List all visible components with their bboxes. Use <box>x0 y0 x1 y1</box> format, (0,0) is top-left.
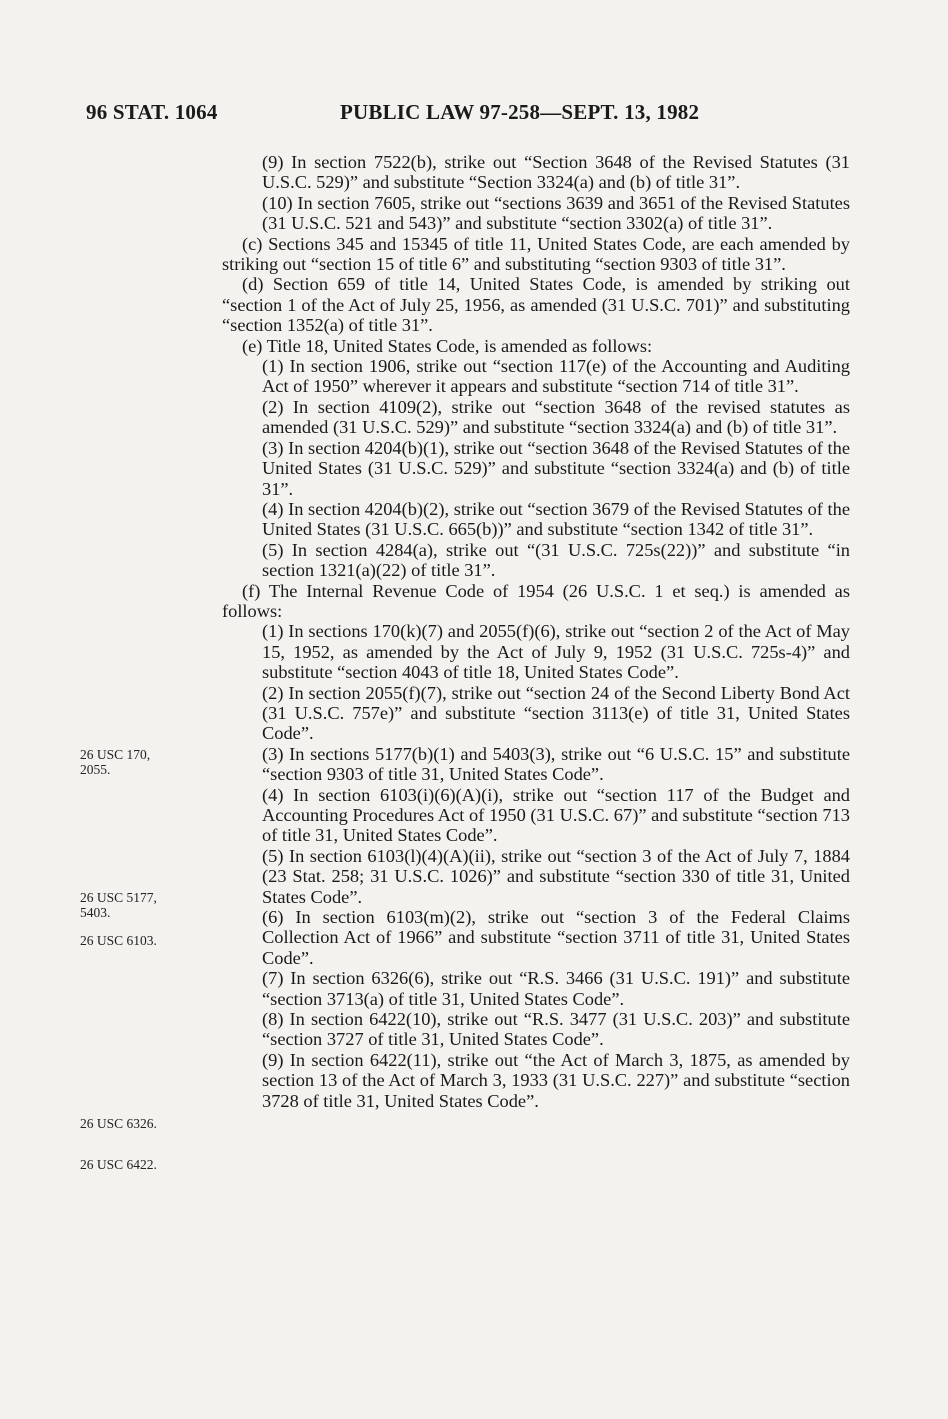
statute-page-number: 96 STAT. 1064 <box>86 100 218 124</box>
margin-note: 26 USC 5177, 5403. <box>80 890 157 920</box>
paragraph: (c) Sections 345 and 15345 of title 11, United States Code, are each amended by striking out “section 15 of title 6” and substituting “section 9303 of title 31”. <box>222 233 850 275</box>
paragraph: (8) In section 6422(10), strike out “R.S. 3477 (31 U.S.C. 203)” and substitute “section 3727 of title 31, United States Code”. <box>262 1009 850 1050</box>
paragraph: (10) In section 7605, strike out “sections 3639 and 3651 of the Revised Statutes (31 U.S.C. 521 and 543)” and substitute “section 3302(a) of title 31”. <box>262 192 850 234</box>
paragraph: (e) Title 18, United States Code, is amended as follows: <box>242 335 653 356</box>
paragraph: (6) In section 6103(m)(2), strike out “section 3 of the Federal Claims Collection Act of 1966” and substitute “section 3711 of title 31, United States Code”. <box>262 907 850 968</box>
paragraph: (1) In sections 170(k)(7) and 2055(f)(6), strike out “section 2 of the Act of May 15, 1952, as amended by the Act of July 9, 1952 (31 U.S.C. 725s-4)” and substitute “section 4043 of title 18, United States Code”. <box>262 621 850 683</box>
paragraph: (9) In section 6422(11), strike out “the Act of March 3, 1875, as amended by section 13 of the Act of March 3, 1933 (31 U.S.C. 227)” and substitute “section 3728 of title 31, United States Code”. <box>262 1049 850 1111</box>
paragraph: (d) Section 659 of title 14, United States Code, is amended by striking out “section 1 of the Act of July 25, 1956, as amended (31 U.S.C. 701)” and substituting “section 1352(a) of title 31”. <box>222 274 850 336</box>
paragraph: (9) In section 7522(b), strike out “Section 3648 of the Revised Statutes (31 U.S.C. 529)” and substitute “Section 3324(a) and (b) of title 31”. <box>262 152 850 193</box>
paragraph: (2) In section 2055(f)(7), strike out “section 24 of the Second Liberty Bond Act (31 U.S.C. 757e)” and substitute “section 3113(e) of title 31, United States Code”. <box>262 682 850 744</box>
page-header <box>86 100 756 130</box>
margin-note: 26 USC 170, 2055. <box>80 747 151 777</box>
paragraph: (7) In section 6326(6), strike out “R.S. 3466 (31 U.S.C. 191)” and substitute “section 3713(a) of title 31, United States Code”. <box>262 968 850 1009</box>
paragraph: (2) In section 4109(2), strike out “section 3648 of the revised statutes as amended (31 U.S.C. 529)” and substitute “section 3324(a) and (b) of title 31”. <box>262 396 850 438</box>
paragraph: (4) In section 6103(i)(6)(A)(i), strike out “section 117 of the Budget and Accounting Procedures Act of 1950 (31 U.S.C. 67)” and substitute “section 713 of title 31, United States Code”. <box>262 784 850 846</box>
margin-note: 26 USC 6422. <box>80 1157 157 1172</box>
statute-body <box>222 152 850 1111</box>
margin-note: 26 USC 6103. <box>80 933 157 948</box>
paragraph: (5) In section 4284(a), strike out “(31 U.S.C. 725s(22))” and substitute “in section 1321(a)(22) of title 31”. <box>262 539 850 581</box>
paragraph: (5) In section 6103(l)(4)(A)(ii), strike out “section 3 of the Act of July 7, 1884 (23 Stat. 258; 31 U.S.C. 1026)” and substitute “section 330 of title 31, United States Code”. <box>262 845 850 907</box>
paragraph: (3) In sections 5177(b)(1) and 5403(3), strike out “6 U.S.C. 15” and substitute “section 9303 of title 31, United States Code”. <box>262 743 850 785</box>
running-head: PUBLIC LAW 97-258—SEPT. 13, 1982 <box>340 100 700 124</box>
paragraph: (f) The Internal Revenue Code of 1954 (26 U.S.C. 1 et seq.) is amended as follows: <box>222 580 850 621</box>
margin-note: 26 USC 6326. <box>80 1116 157 1131</box>
paragraph: (4) In section 4204(b)(2), strike out “section 3679 of the Revised Statutes of the United States (31 U.S.C. 665(b))” and substitute “section 1342 of title 31”. <box>262 498 850 540</box>
paragraph: (3) In section 4204(b)(1), strike out “section 3648 of the Revised Statutes of the United States (31 U.S.C. 529)” and substitute “section 3324(a) and (b) of title 31”. <box>262 437 850 499</box>
paragraph: (1) In section 1906, strike out “section 117(e) of the Accounting and Auditing Act of 1950” wherever it appears and substitute “section 714 of title 31”. <box>262 356 850 397</box>
